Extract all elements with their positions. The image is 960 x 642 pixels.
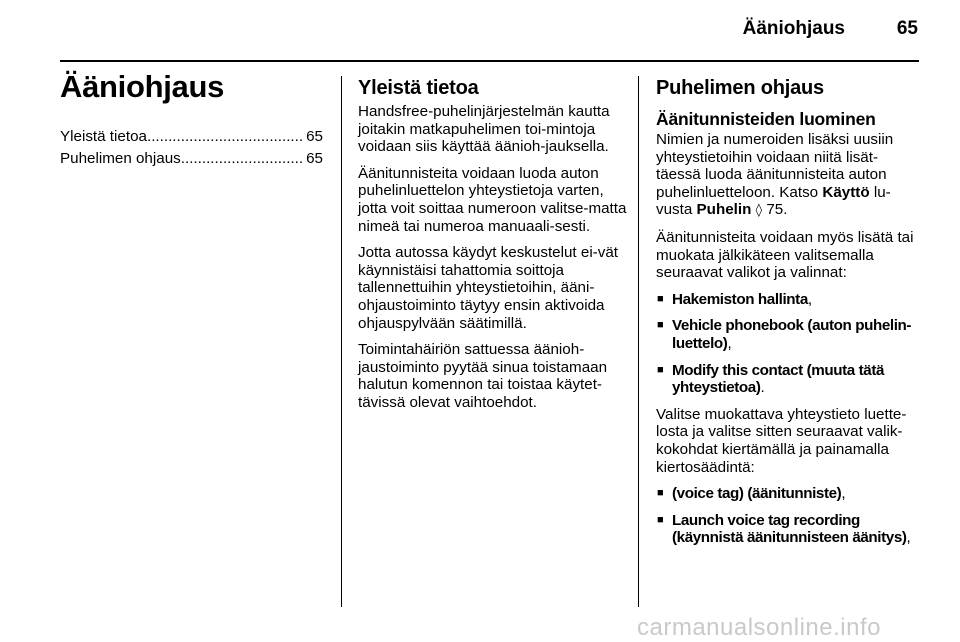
menu-option-label: Launch voice tag recording (käynnistä äänitunnisteen äänitys) [672,511,907,547]
table-of-contents [60,126,323,170]
list-item-suffix: , [841,485,846,503]
reference-puhelin[interactable]: Puhelin [696,201,752,219]
general-paragraph: Toimintahäiriön sattuessa äänioh-jaustoiminto pyytää sinua toistamaan halutun komennon tai toistaa käytet-tävissä olevat vaihtoehdot. [358,341,608,411]
header-rule [60,60,919,62]
general-info-column [358,77,630,421]
toc-leader-dots [147,126,304,148]
list-item-suffix: , [906,529,911,547]
toc-entry[interactable] [60,126,323,148]
toc-entry-label: Puhelimen ohjaus [60,150,181,167]
toc-leader-dots [181,148,304,170]
reference-kaytto[interactable]: Käyttö [822,183,870,201]
phone-paragraph: Äänitunnisteita voidaan myös lisätä tai muokata jälkikäteen valitsemalla seuraavat valikot ja valinnat: [656,228,914,282]
menu-option-label: Hakemiston hallinta [672,290,808,308]
page-number: 65 [896,18,918,39]
list-item [656,317,920,352]
menu-option-label: Modify this contact (muuta tätä yhteystietoa) [672,361,885,397]
watermark: carmanualsonline.info [637,614,881,641]
running-header-title: Ääniohjaus [742,18,845,39]
toc-entry-page: 65 [306,128,323,145]
chapter-title: Ääniohjaus [60,69,225,104]
list-item [656,362,920,397]
reference-mid-text: lu-vusta [656,183,891,219]
list-item-suffix: , [807,290,813,308]
chapter-column [60,70,323,170]
menu-option-label: Vehicle phonebook (auton puhelin-luettelo) [672,317,912,352]
toc-entry-page: 65 [306,150,323,167]
list-item-suffix: . [760,379,765,397]
voice-tag-subtitle: Äänitunnisteiden luominen [656,109,876,129]
menu-path-list [656,291,920,397]
general-paragraph: Äänitunnisteita voidaan luoda auton puhelinluettelon yhteystietoja varten, jotta voit soittaa numeroon valitse-matta nimeä tai numeroa manuaali-sesti. [358,164,627,235]
column-divider-2 [638,76,639,607]
general-paragraph: Jotta autossa käydyt keskustelut ei-vät käynnistäisi tahattomia soittoja tallennettuihin yhteystietoihin, ääni-ohjaustoiminto täytyy ensin aktivoida ohjauspylvään säätimillä. [358,244,619,332]
list-item [656,485,920,503]
general-section-title: Yleistä tietoa [358,77,479,99]
list-item [656,512,920,547]
column-divider-1 [341,76,342,607]
list-item-suffix: , [727,334,732,352]
general-paragraph: Handsfree-puhelinjärjestelmän kautta joitakin matkapuhelimen toi-mintoja voidaan siis käyttää äänioh-jauksella. [358,103,610,156]
menu-option-label: (voice tag) (äänitunniste) [672,485,842,503]
phone-paragraph: Valitse muokattava yhteystieto luette-losta ja valitse sitten seuraavat valik-kokohdat kiertämällä ja painamalla kiertosäädintä: [656,405,907,476]
phone-intro-text: Nimien ja numeroiden lisäksi uusiin yhteystietoihin voidaan niitä lisät-täessä luoda äänitunnisteita auton puhelinluetteloon. Katso [656,131,894,201]
menu-path-list [656,485,920,547]
list-item [656,291,920,309]
phone-control-column [656,77,920,556]
phone-section-title: Puhelimen ohjaus [656,77,824,99]
reference-page: 75. [766,201,788,219]
toc-entry-label: Yleistä tietoa [60,128,147,145]
phone-intro-paragraph [656,131,920,220]
toc-entry[interactable] [60,148,323,170]
page-reference-arrow-icon: ◊ [755,203,763,219]
